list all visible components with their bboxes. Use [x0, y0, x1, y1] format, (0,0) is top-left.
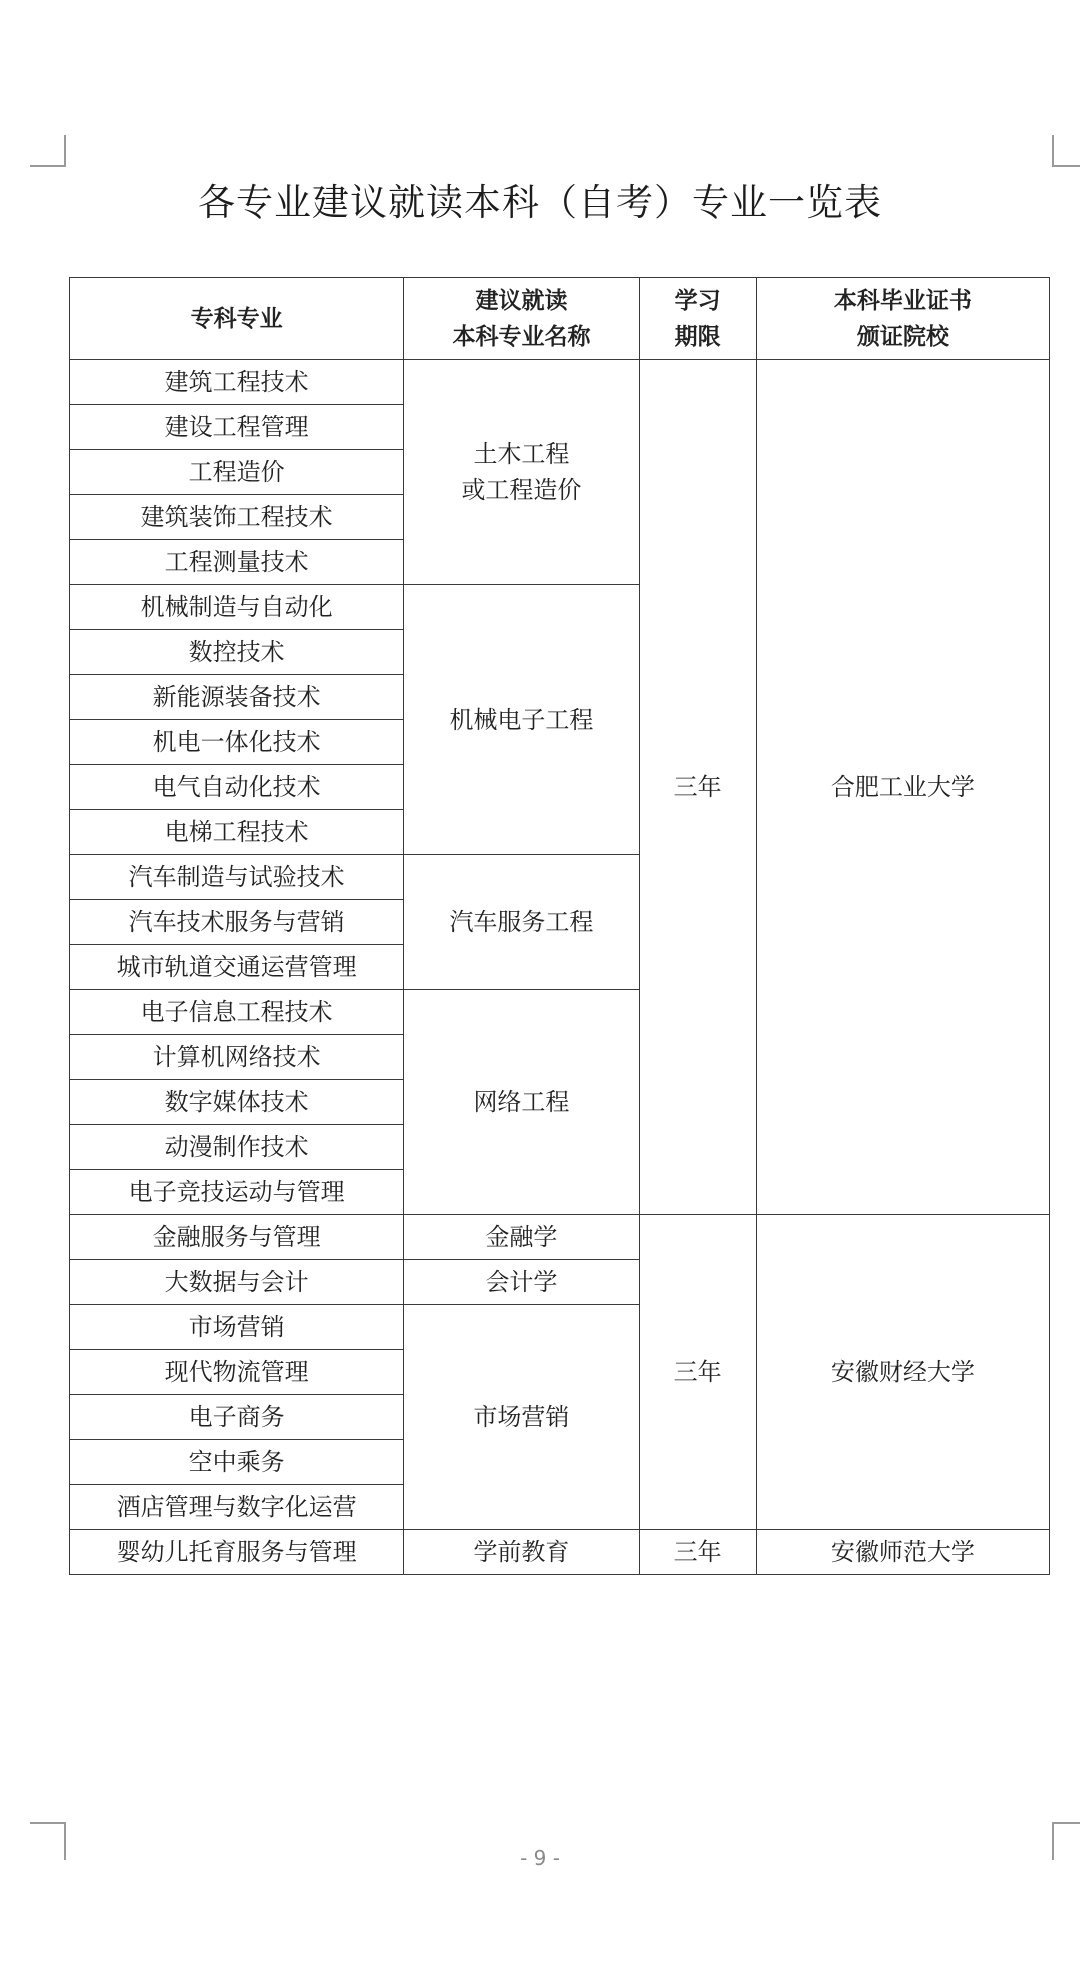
yuanxiao-cell: 合肥工业大学	[756, 360, 1049, 1215]
zhuanke-cell: 大数据与会计	[70, 1260, 404, 1305]
zhuanke-cell: 工程造价	[70, 450, 404, 495]
zhuanke-cell: 金融服务与管理	[70, 1215, 404, 1260]
zhuanke-cell: 动漫制作技术	[70, 1125, 404, 1170]
zhuanke-cell: 城市轨道交通运营管理	[70, 945, 404, 990]
header-yuanxiao	[756, 278, 1049, 360]
zhuanke-cell: 机电一体化技术	[70, 720, 404, 765]
table-header-row	[70, 278, 1050, 360]
benke-line1: 土木工程	[473, 440, 570, 468]
benke-cell: 金融学	[404, 1215, 639, 1260]
zhuanke-cell: 市场营销	[70, 1305, 404, 1350]
majors-table	[69, 277, 1050, 1575]
zhuanke-cell: 现代物流管理	[70, 1350, 404, 1395]
yuanxiao-cell: 安徽财经大学	[756, 1215, 1049, 1530]
zhuanke-cell: 数字媒体技术	[70, 1080, 404, 1125]
header-benke	[404, 278, 639, 360]
benke-line2: 或工程造价	[461, 476, 582, 504]
zhuanke-cell: 工程测量技术	[70, 540, 404, 585]
crop-mark-top-right	[1052, 135, 1080, 167]
zhuanke-cell: 空中乘务	[70, 1440, 404, 1485]
zhuanke-cell: 计算机网络技术	[70, 1035, 404, 1080]
table-row	[70, 1215, 1050, 1260]
benke-cell: 机械电子工程	[404, 585, 639, 855]
header-benke-line1: 建议就读	[475, 287, 568, 314]
zhuanke-cell: 建筑装饰工程技术	[70, 495, 404, 540]
zhuanke-cell: 电子信息工程技术	[70, 990, 404, 1035]
zhuanke-cell: 建设工程管理	[70, 405, 404, 450]
benke-cell: 网络工程	[404, 990, 639, 1215]
xianzhi-cell: 三年	[639, 360, 756, 1215]
zhuanke-cell: 电子竞技运动与管理	[70, 1170, 404, 1215]
zhuanke-cell: 酒店管理与数字化运营	[70, 1485, 404, 1530]
zhuanke-cell: 电梯工程技术	[70, 810, 404, 855]
yuanxiao-cell: 安徽师范大学	[756, 1530, 1049, 1575]
page-title: 各专业建议就读本科（自考）专业一览表	[198, 181, 882, 224]
header-xianzhi-line1: 学习	[674, 287, 721, 314]
zhuanke-cell: 电气自动化技术	[70, 765, 404, 810]
table-row	[70, 360, 1050, 405]
table-row	[70, 1530, 1050, 1575]
zhuanke-cell: 建筑工程技术	[70, 360, 404, 405]
zhuanke-cell: 汽车制造与试验技术	[70, 855, 404, 900]
zhuanke-cell: 机械制造与自动化	[70, 585, 404, 630]
crop-mark-top-left	[30, 135, 66, 167]
zhuanke-cell: 电子商务	[70, 1395, 404, 1440]
header-yuanxiao-line2: 颁证院校	[856, 323, 949, 350]
header-zhuanke: 专科专业	[70, 278, 404, 360]
benke-cell: 学前教育	[404, 1530, 639, 1575]
benke-cell: 汽车服务工程	[404, 855, 639, 990]
xianzhi-cell: 三年	[639, 1215, 756, 1530]
zhuanke-cell: 数控技术	[70, 630, 404, 675]
xianzhi-cell: 三年	[639, 1530, 756, 1575]
benke-cell: 市场营销	[404, 1305, 639, 1530]
header-xianzhi-line2: 期限	[674, 323, 721, 350]
zhuanke-cell: 汽车技术服务与营销	[70, 900, 404, 945]
header-xianzhi	[639, 278, 756, 360]
page-number: - 9 -	[520, 1846, 560, 1870]
zhuanke-cell: 新能源装备技术	[70, 675, 404, 720]
benke-cell	[404, 360, 639, 585]
benke-cell: 会计学	[404, 1260, 639, 1305]
zhuanke-cell: 婴幼儿托育服务与管理	[70, 1530, 404, 1575]
header-benke-line2: 本科专业名称	[452, 323, 591, 350]
header-yuanxiao-line1: 本科毕业证书	[833, 287, 972, 314]
